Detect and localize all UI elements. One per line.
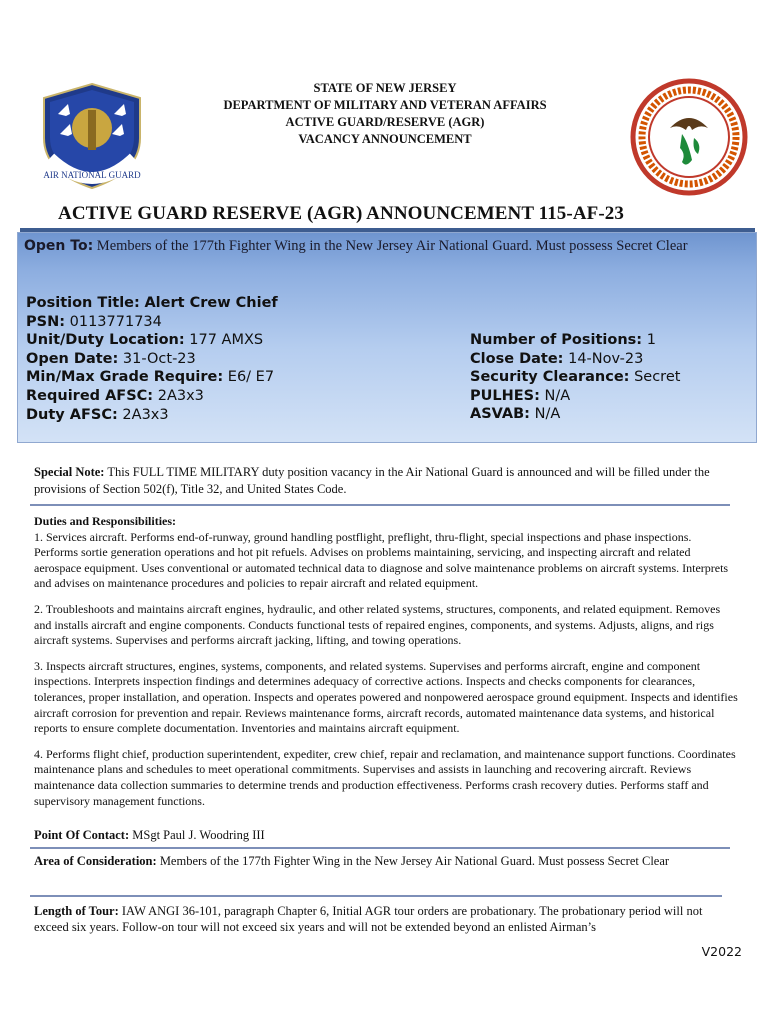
special-note	[34, 464, 738, 498]
psn-label: PSN:	[26, 313, 66, 330]
asvab-row	[470, 405, 680, 424]
asvab-value: N/A	[534, 406, 561, 423]
header-line-department: DEPARTMENT OF MILITARY AND VETERAN AFFAIRS	[223, 98, 547, 112]
required-afsc-label: Required AFSC:	[26, 387, 154, 404]
duty-item-4: 4. Performs flight chief, production superintendent, expediter, crew chief, repair and reclamation, and maintenance support functions. Coordinates maintenance plans and schedules to meet operational commitments. Supervises and assists in launching and recovering aircraft. Reviews maintenance data collection summaries to determine trends and production effectiveness. Performs crash recovery duties. Performs staff and supervisory management functions.	[34, 746, 736, 808]
open-to-value: Members of the 177th Fighter Wing in the New Jersey Air National Guard. Must possess Secret Clear	[96, 238, 688, 254]
close-date-row	[470, 350, 680, 369]
header-line-agr: ACTIVE GUARD/RESERVE (AGR)	[285, 115, 485, 129]
position-title-row	[26, 294, 278, 313]
position-title-value: Alert Crew Chief	[144, 295, 278, 311]
divider-2	[30, 847, 730, 849]
special-note-text: This FULL TIME MILITARY duty position vacancy in the Air National Guard is announced and will be filled under the provisions of Section 502(f), Title 32, and United States Code.	[34, 465, 710, 496]
grade-label: Min/Max Grade Require:	[26, 369, 224, 386]
security-clearance-row	[470, 368, 680, 387]
divider-3	[30, 895, 722, 897]
position-title-label: Position Title:	[26, 295, 140, 311]
open-to-label: Open To:	[24, 238, 94, 254]
open-to-row	[24, 236, 744, 256]
required-afsc-value: 2A3x3	[157, 387, 204, 404]
required-afsc-row	[26, 387, 278, 406]
announcement-title: ACTIVE GUARD RESERVE (AGR) ANNOUNCEMENT 115-AF-23	[58, 203, 624, 224]
grade-value: E6/ E7	[227, 369, 275, 386]
duty-item-3: 3. Inspects aircraft structures, engines, systems, components, and related systems. Supervises and performs aircraft, engine and component inspections. Interprets inspection findings and determines adequacy of corrective actions. Inspects and checks components for clearances, tolerances, proper installation, and operation. Inspects and operates powered and nonpowered aerospace ground equipment. Inspects and identifies aircraft corrosion for prevention and repair. Reviews maintenance forms, aircraft records, automated maintenance data systems, and historical reports to ensure complete documentation. Inventories and maintains aircraft equipment.	[34, 658, 738, 736]
pulhes-value: N/A	[544, 387, 571, 404]
version-footer: V2022	[701, 944, 742, 959]
position-fields-right	[470, 331, 680, 424]
duty-afsc-value: 2A3x3	[122, 406, 169, 423]
nj-dmava-seal-logo	[630, 78, 748, 196]
aoc-value: Members of the 177th Fighter Wing in the New Jersey Air National Guard. Must possess Secret Clear	[159, 854, 670, 868]
positions-count-value: 1	[646, 332, 656, 348]
asvab-label: ASVAB:	[470, 406, 530, 423]
unit-location-label: Unit/Duty Location:	[26, 332, 185, 349]
duties-section	[34, 514, 738, 819]
special-note-label: Special Note:	[34, 465, 105, 479]
divider-1	[30, 504, 730, 506]
open-date-row	[26, 350, 278, 369]
duty-afsc-row	[26, 406, 278, 425]
open-date-value: 31-Oct-23	[122, 350, 196, 367]
open-date-label: Open Date:	[26, 350, 119, 367]
unit-location-value: 177 AMXS	[189, 332, 264, 349]
security-clearance-value: Secret	[634, 369, 681, 386]
close-date-value: 14-Nov-23	[568, 350, 644, 367]
duty-item-2: 2. Troubleshoots and maintains aircraft engines, hydraulic, and other related systems, structures, components, and related equipment. Removes and installs aircraft and engine components. Conducts functional tests of repaired engines, components, and systems. Adjusts, aligns, and rigs aircraft systems. Supervises and performs aircraft jacking, lifting, and towing operations.	[34, 601, 721, 648]
area-of-consideration	[34, 853, 738, 869]
close-date-label: Close Date:	[470, 350, 564, 367]
unit-location-row	[26, 331, 278, 350]
duties-heading: Duties and Responsibilities:	[34, 514, 177, 528]
psn-row	[26, 313, 278, 332]
duty-item-1: 1. Services aircraft. Performs end-of-runway, ground handling postflight, preflight, thru-flight, special inspections and phase inspections. Performs sortie generation operations and hot pit refuels. Advises on problems maintaining, servicing, and inspecting aircraft and related aerospace equipment. Uses conventional or automated technical data to diagnose and solve maintenance problems on aircraft systems. Interprets and advises on maintenance procedures and policies to repair aircraft and related equipment.	[34, 529, 729, 591]
poc-value: MSgt Paul J. Woodring III	[132, 828, 265, 842]
aoc-label: Area of Consideration:	[34, 854, 157, 868]
lot-label: Length of Tour:	[34, 904, 119, 918]
positions-count-row	[470, 331, 680, 350]
header-line-state: STATE OF NEW JERSEY	[313, 81, 457, 95]
security-clearance-label: Security Clearance:	[470, 369, 630, 386]
svg-text:AIR NATIONAL GUARD: AIR NATIONAL GUARD	[43, 170, 141, 180]
position-fields-left	[26, 294, 278, 424]
pulhes-row	[470, 387, 680, 406]
pulhes-label: PULHES:	[470, 387, 540, 404]
duty-afsc-label: Duty AFSC:	[26, 406, 118, 423]
poc-label: Point Of Contact:	[34, 828, 130, 842]
length-of-tour	[34, 903, 738, 935]
point-of-contact	[34, 828, 738, 844]
grade-row	[26, 368, 278, 387]
psn-value: 0113771734	[69, 313, 162, 330]
header-line-vacancy: VACANCY ANNOUNCEMENT	[298, 132, 472, 146]
positions-count-label: Number of Positions:	[470, 332, 643, 348]
lot-value: IAW ANGI 36-101, paragraph Chapter 6, Initial AGR tour orders are probationary. The probationary period will not exceed six years. Follow-on tour will not exceed six years and will not be extended beyond an enlisted Airman’s	[34, 904, 703, 934]
